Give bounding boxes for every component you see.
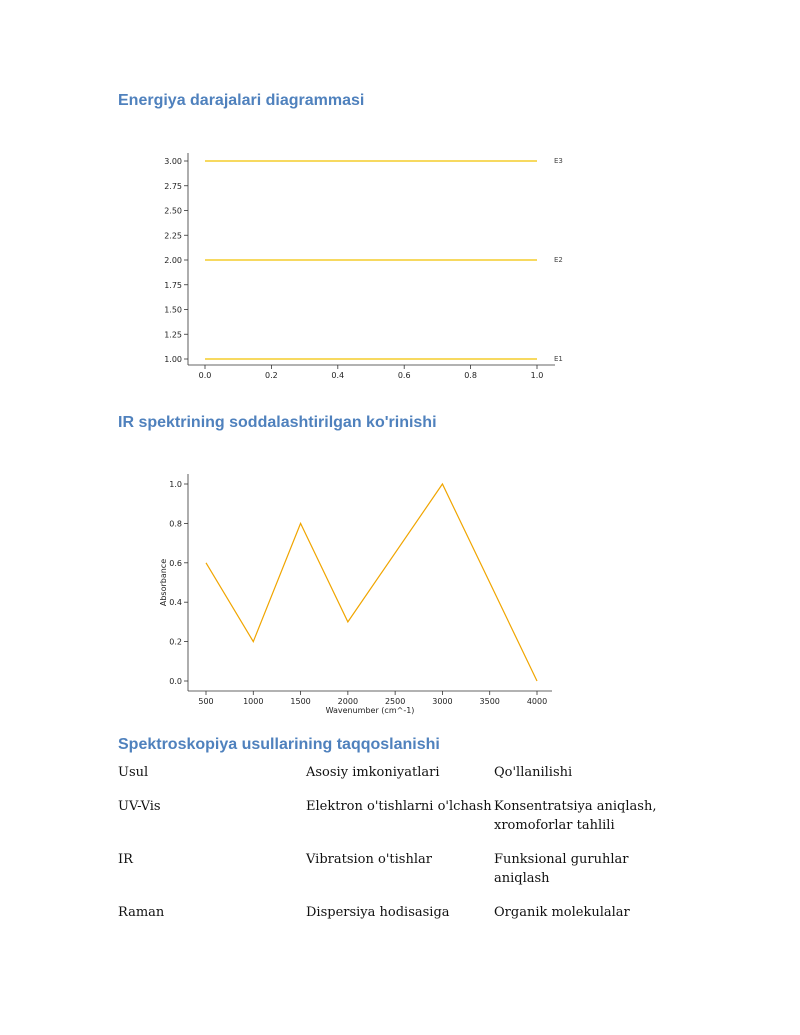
- y-tick-label: 3.00: [164, 157, 182, 166]
- x-axis-title: Wavenumber (cm^-1): [325, 706, 415, 715]
- table-cell: Funksional guruhlar aniqlash: [494, 852, 629, 886]
- x-tick-label: 500: [198, 697, 214, 706]
- y-tick-label: 1.00: [164, 355, 182, 364]
- x-tick-label: 0.6: [397, 371, 411, 380]
- y-tick-label: 2.50: [164, 206, 182, 216]
- x-tick-label: 0.4: [331, 371, 345, 380]
- table-cell: Raman: [118, 905, 165, 920]
- absorbance-line: [206, 484, 537, 681]
- table-header-cell: Qo'llanilishi: [494, 765, 573, 780]
- energy-level-label: E3: [554, 157, 563, 165]
- y-tick-label: 0.2: [169, 637, 182, 647]
- y-tick-label: 1.0: [169, 480, 182, 489]
- x-tick-label: 1500: [290, 697, 311, 706]
- table-cell: Dispersiya hodisasiga: [306, 905, 450, 920]
- table-cell: Vibratsion o'tishlar: [306, 852, 432, 867]
- ir-spectrum-chart: [150, 468, 580, 718]
- table-cell: Elektron o'tishlarni o'lchash: [306, 799, 492, 814]
- x-tick-label: 2500: [384, 697, 406, 706]
- y-tick-label: 1.75: [164, 280, 182, 290]
- y-tick-label: 0.0: [169, 677, 182, 686]
- x-tick-label: 3000: [432, 697, 453, 706]
- table-cell: IR: [118, 852, 133, 867]
- comparison-table-heading: Spektroskopiya usullarining taqqoslanishi: [118, 736, 440, 753]
- x-tick-label: 1000: [243, 697, 264, 706]
- table-row: [118, 847, 678, 888]
- table-row: [118, 900, 678, 922]
- y-tick-label: 2.75: [164, 181, 182, 191]
- table-cell: Konsentratsiya aniqlash, xromoforlar tahlili: [494, 799, 657, 833]
- energy-levels-chart: [150, 145, 580, 385]
- y-tick-label: 2.00: [164, 256, 182, 265]
- y-tick-label: 1.25: [164, 330, 182, 340]
- x-tick-label: 4000: [526, 697, 548, 706]
- table-cell: Organik molekulalar: [494, 905, 630, 920]
- y-axis-title: Absorbance: [159, 558, 168, 607]
- table-header-row: [118, 760, 678, 782]
- y-tick-label: 0.4: [169, 598, 182, 608]
- ir-spectrum-heading: IR spektrining soddalashtirilgan ko'rinishi: [118, 414, 437, 431]
- energy-level-label: E2: [554, 256, 563, 264]
- x-tick-label: 1.0: [530, 371, 544, 380]
- y-tick-label: 0.6: [169, 558, 182, 568]
- table-row: [118, 794, 678, 835]
- x-tick-label: 2000: [337, 697, 359, 706]
- x-tick-label: 0.2: [265, 371, 278, 380]
- y-tick-label: 0.8: [169, 519, 182, 529]
- y-tick-label: 2.25: [164, 231, 182, 241]
- table-header-cell: Usul: [118, 765, 149, 780]
- comparison-table: [118, 760, 678, 922]
- x-tick-label: 0.0: [198, 371, 212, 380]
- table-cell: UV-Vis: [118, 799, 161, 814]
- y-tick-label: 1.50: [164, 305, 182, 315]
- x-tick-label: 0.8: [464, 371, 477, 380]
- x-tick-label: 3500: [479, 697, 500, 706]
- energy-level-label: E1: [554, 355, 563, 363]
- energy-diagram-heading: Energiya darajalari diagrammasi: [118, 92, 365, 109]
- table-header-cell: Asosiy imkoniyatlari: [306, 765, 440, 780]
